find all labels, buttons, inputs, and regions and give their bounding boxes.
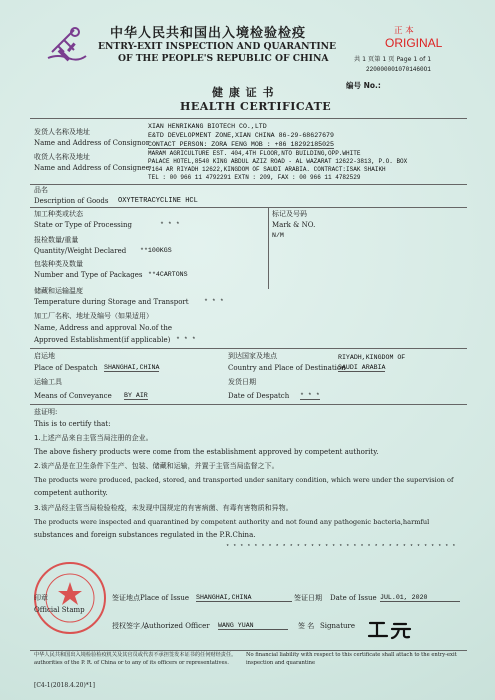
title-english-line2: OF THE PEOPLE'S REPUBLIC OF CHINA: [118, 53, 329, 64]
place-label-en: Place of Issue: [140, 594, 190, 602]
page-info: 共 1 页第 1 页 Page 1 of 1: [354, 56, 432, 63]
despatch-date-label-en: Date of Despatch: [228, 392, 290, 400]
conveyance-label-en: Means of Conveyance: [34, 392, 112, 400]
processing-value: * * *: [160, 221, 180, 228]
column-divider: [268, 207, 269, 289]
title-english-line1: ENTRY-EXIT INSPECTION AND QUARANTINE: [98, 41, 337, 52]
divider: [30, 404, 467, 405]
certify-heading-cn: 兹证明:: [34, 408, 58, 416]
packages-label-cn: 包装种类及数量: [34, 260, 83, 268]
place-label-cn: 签证地点: [112, 594, 140, 602]
goods-label-en: Description of Goods: [34, 197, 109, 205]
consignor-line-2: E&TD DEVELOPMENT ZONE,XIAN CHINA 86-29-68627679: [148, 132, 334, 139]
no-label: 编号 No.:: [346, 81, 381, 90]
certify-heading-en: This is to certify that:: [34, 420, 111, 428]
divider: [30, 650, 467, 651]
clause-3-en-2: substances and foreign substances regulated in the P.R.China.: [34, 531, 256, 539]
conveyance-label-cn: 运输工具: [34, 378, 62, 386]
goods-value: OXYTETRACYCLINE HCL: [118, 197, 198, 205]
storage-value: * * *: [204, 298, 224, 305]
consignee-line-4: TEL : 00 966 11 4792291 EXTN : 209, FAX : 00 966 11 4782529: [148, 174, 361, 181]
packages-value: **4CARTONS: [148, 271, 188, 278]
consignor-label-cn: 发货人名称及地址: [34, 128, 90, 136]
original-stamp-cn: 正 本: [394, 26, 414, 36]
establishment-label-cn: 加工厂名称、地址及编号（如果适用）: [34, 312, 153, 320]
clause-1-cn: 1.上述产品来自主管当局注册的企业。: [34, 434, 153, 442]
marks-label-en: Mark & NO.: [272, 221, 316, 229]
establishment-label-en-1: Name, Address and approval No.of the: [34, 324, 173, 332]
date-label-en: Date of Issue: [330, 594, 377, 602]
clause-3-cn: 3.该产品经主管当局检验检疫，未发现中国规定的有害病菌、有毒有害物质和异物。: [34, 504, 293, 512]
clause-2-en-1: The products were produced, packed, stored, and transported under sanitary condition, which were under the supervision of: [34, 476, 454, 484]
destination-value-2: SAUDI ARABIA: [338, 364, 386, 371]
consignor-line-3: CONTACT PERSON: ZORA FENG MOB : +86 18292185025: [148, 141, 334, 148]
marks-value: N/M: [272, 232, 284, 239]
inspection-emblem-logo: [44, 22, 90, 68]
storage-label-cn: 储藏和运输温度: [34, 287, 83, 295]
signature-label-en: Signature: [320, 622, 356, 630]
consignee-label-en: Name and Address of Consignee: [34, 164, 150, 172]
consignee-line-1: MARAM AGRICULTURE EST. 404,4TH FLOOR,NTO BUILDING,OPP.WHITE: [148, 150, 361, 157]
destination-label-cn: 到达国家及地点: [228, 352, 277, 360]
divider: [30, 184, 467, 185]
divider: [30, 207, 467, 208]
disclaimer-en-2: authorities of the P. R. of China or to any of its officers or representatives.: [34, 660, 229, 666]
officer-label-en: Authorized Officer: [144, 622, 210, 630]
clause-2-en-2: competent authority.: [34, 489, 108, 497]
officer-value: WANG YUAN: [218, 622, 288, 630]
packages-label-en: Number and Type of Packages: [34, 271, 143, 279]
original-stamp-en: ORIGINAL: [385, 36, 443, 50]
disclaimer-cn: 中华人民共和国出入境检验检疫机关及其官员或代表不承担签发本证书的任何财经责任。: [34, 652, 237, 658]
handwritten-signature: [366, 618, 416, 640]
quantity-value: **100KGS: [140, 247, 172, 254]
consignee-line-2: PALACE HOTEL,8540 KING ABDUL AZIZ ROAD - AL WAZARAT 12622-3813, P.O. BOX: [148, 158, 408, 165]
destination-value-1: RIYADH,KINGDOM OF: [338, 354, 406, 361]
quantity-label-cn: 报检数量/重量: [34, 236, 79, 244]
place-value: SHANGHAI,CHINA: [196, 594, 292, 602]
storage-label-en: Temperature during Storage and Transport: [34, 298, 189, 306]
consignee-line-3: 7164 AR RIYADH 12622,KINGDOM OF SAUDI ARABIA. CONTRACT:ISAK SHAIKH: [148, 166, 386, 173]
certificate-number: 2200000010701460O1: [366, 66, 431, 73]
despatch-place-label-cn: 启运地: [34, 352, 55, 360]
stamp-label-cn: 印章: [34, 594, 48, 602]
divider: [30, 348, 467, 349]
certificate-title-en: HEALTH CERTIFICATE: [180, 100, 332, 113]
despatch-place-value: SHANGHAI,CHINA: [104, 364, 160, 371]
goods-label-cn: 品名: [34, 186, 48, 194]
date-label-cn: 签证日期: [294, 594, 322, 602]
consignor-label-en: Name and Address of Consignor: [34, 139, 150, 147]
signature-label-cn: 签 名: [298, 622, 315, 630]
officer-label-cn: 授权签字人: [112, 622, 147, 630]
establishment-label-en-2: Approved Establishment(if applicable): [34, 336, 171, 344]
certificate-title-cn: 健 康 证 书: [212, 86, 275, 99]
processing-label-cn: 加工种类或状态: [34, 210, 83, 218]
establishment-value: * * *: [176, 336, 196, 343]
separator-stars: * * * * * * * * * * * * * * * * * * * * * * * * * * * * * * * * *: [226, 544, 456, 550]
consignee-label-cn: 收货人名称及地址: [34, 153, 90, 161]
disclaimer-en-1: No financial liability with respect to this certificate shall attach to the entry-exit inspection and quarantine: [246, 652, 457, 666]
despatch-date-label-cn: 发货日期: [228, 378, 256, 386]
form-code: [C4-1(2018.4.20)*1]: [34, 682, 95, 689]
clause-2-cn: 2.该产品是在卫生条件下生产、包装、储藏和运输，并置于主管当局监督之下。: [34, 462, 279, 470]
stamp-label-en: Official Stamp: [34, 606, 85, 614]
destination-label-en: Country and Place of Destination: [228, 364, 346, 372]
title-chinese: 中华人民共和国出入境检验检疫: [110, 26, 307, 41]
clause-3-en-1: The products were inspected and quarantined by competent authority and not found any pathogenic bacteria,harmful: [34, 518, 430, 526]
quantity-label-en: Quantity/Weight Declared: [34, 247, 127, 255]
processing-label-en: State or Type of Processing: [34, 221, 132, 229]
marks-label-cn: 标记及号码: [272, 210, 307, 218]
despatch-date-value: * * *: [300, 392, 320, 399]
despatch-place-label-en: Place of Despatch: [34, 364, 98, 372]
divider: [30, 118, 467, 119]
date-value: JUL.01, 2020: [380, 594, 460, 602]
consignor-line-1: XIAN HENRIKANG BIOTECH CO.,LTD: [148, 123, 267, 130]
clause-1-en: The above fishery products were come from the establishment approved by competent authority.: [34, 448, 379, 456]
conveyance-value: BY AIR: [124, 392, 148, 399]
